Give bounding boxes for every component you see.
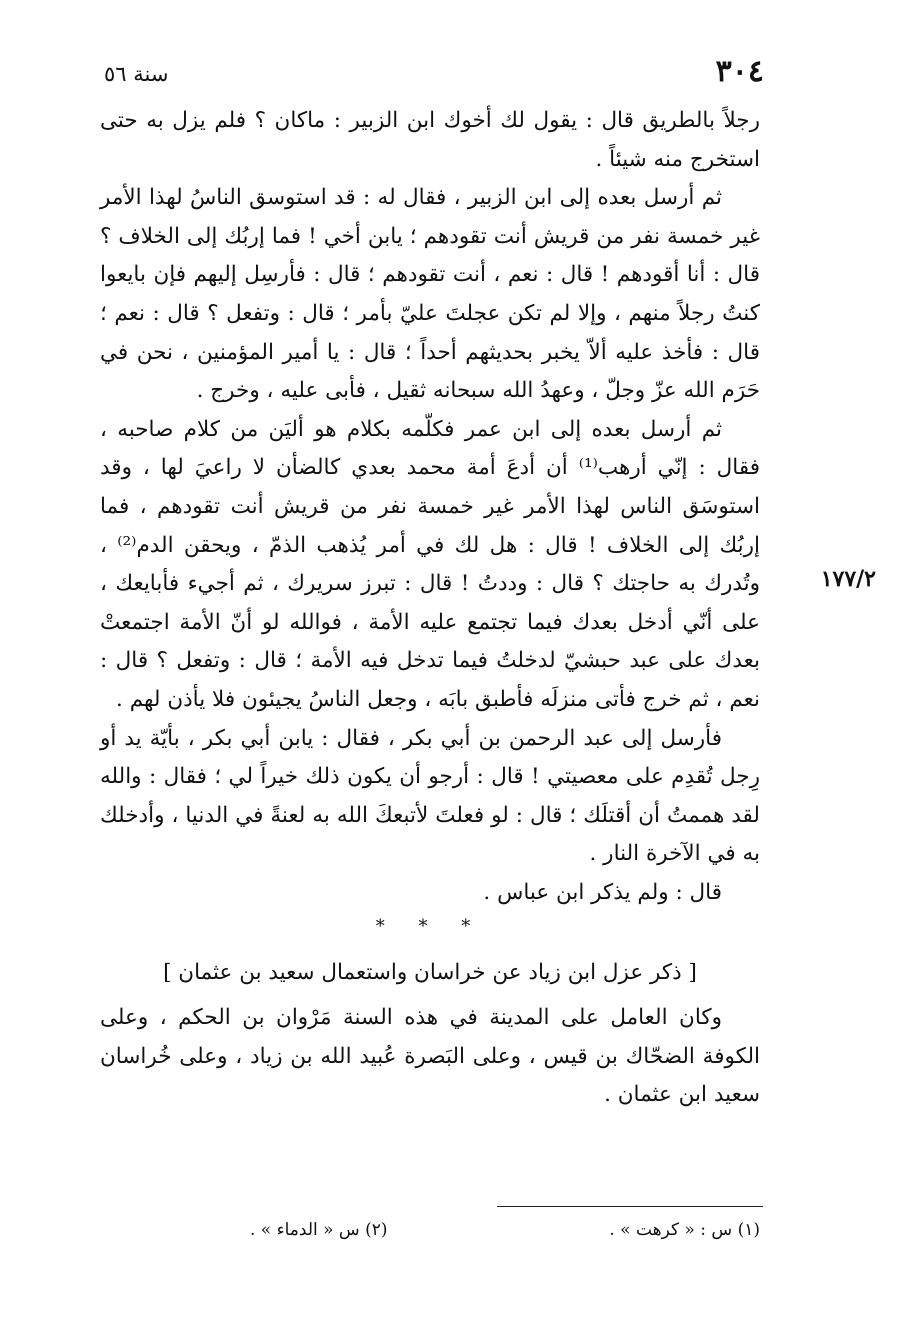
section-heading: [ ذكر عزل ابن زياد عن خراسان واستعمال سعيد بن عثمان ] xyxy=(163,960,697,986)
section-separator: * * * xyxy=(375,916,485,938)
paragraph: فأرسل إلى عبد الرحمن بن أبي بكر ، فقال : يابن أبي بكر ، بأيّة يد أو رِجل تُقدِم على معصيتي ! قال : أرجو أن يكون ذلك خيراً لي ؛ فقال : والله لقد هممتُ أن أقتلَك ؛ قال : لو فعلتَ لأتبعكَ الله به لعنةً في الدنيا ، وأدخلك به في الآخرة النار . xyxy=(100,725,760,867)
paragraph: قال : ولم يذكر ابن عباس . xyxy=(483,879,722,905)
footnotes xyxy=(250,1220,760,1240)
paragraph: وكان العامل على المدينة في هذه السنة مَرْوان بن الحكم ، وعلى الكوفة الضحّاك بن قيس ، وعلى البَصرة عُبيد الله بن زياد ، وعلى خُراسان سعيد ابن عثمان . xyxy=(100,1005,760,1108)
footnote-1: (١) س : « كرهت » . xyxy=(609,1220,760,1240)
footnote-divider xyxy=(497,1206,763,1207)
page-number: ٣٠٤ xyxy=(715,54,764,89)
paragraph: ثم أرسل بعده إلى ابن الزبير ، فقال له : قد استوسق الناسُ لهذا الأمر غير خمسة نفر من قريش أنت تقودهم ؛ يابن أخي ! فما إربُك إلى الخلاف ؟ قال : أنا أقودهم ! قال : نعم ، أنت تقودهم ؛ قال : فأرسِل إليهم فإن بايعوا كنتُ رجلاً منهم ، وإلا لم تكن عجلتَ عليّ بأمر ؛ قال : وتفعل ؟ قال : نعم ؛ قال : فأخذ عليه ألاّ يخبر بحديثهم أحداً ؛ قال : يا أمير المؤمنين ، نحن في حَرَم الله عزّ وجلّ ، وعهدُ الله سبحانه ثقيل ، فأبى عليه ، وخرج . xyxy=(100,185,760,404)
running-header-year: سنة ٥٦ xyxy=(104,62,169,86)
main-text xyxy=(100,102,760,1115)
footnote-2: (٢) س « الدماء » . xyxy=(250,1220,388,1240)
margin-reference: ١٧٧/٢ xyxy=(820,566,876,592)
paragraph: رجلاً بالطريق قال : يقول لك أخوك ابن الزبير : ماكان ؟ فلم يزل به حتى استخرج منه شيئاً . xyxy=(100,108,760,172)
paragraph: ثم أرسل بعده إلى ابن عمر فكلّمه بكلام هو أليَن من كلام صاحبه ، فقال : إنّي أرهب⁽¹⁾ أن أدعَ أمة محمد بعدي كالضأن لا راعيَ لها ، وقد استوسَق الناس لهذا الأمر غير خمسة نفر من قريش أنت تقودهم ، فما إربُك إلى الخلاف ! قال : هل لك في أمر يُذهب الذمّ ، ويحقن الدم⁽²⁾ ، وتُدرك به حاجتك ؟ قال : وددتُ ! قال : تبرز سريرك ، ثم أجيء فأبايعك ، على أنّي أدخل بعدك فيما تجتمع عليه الأمة ، فوالله لو أنّ الأمة اجتمعتْ بعدك على عبد حبشيّ لدخلتُ فيما تدخل فيه الأمة ؛ قال : وتفعل ؟ قال : نعم ، ثم خرج فأتى منزلَه فأطبق بابَه ، وجعل الناسُ يجيئون فلا يأذن لهم . xyxy=(100,416,760,712)
